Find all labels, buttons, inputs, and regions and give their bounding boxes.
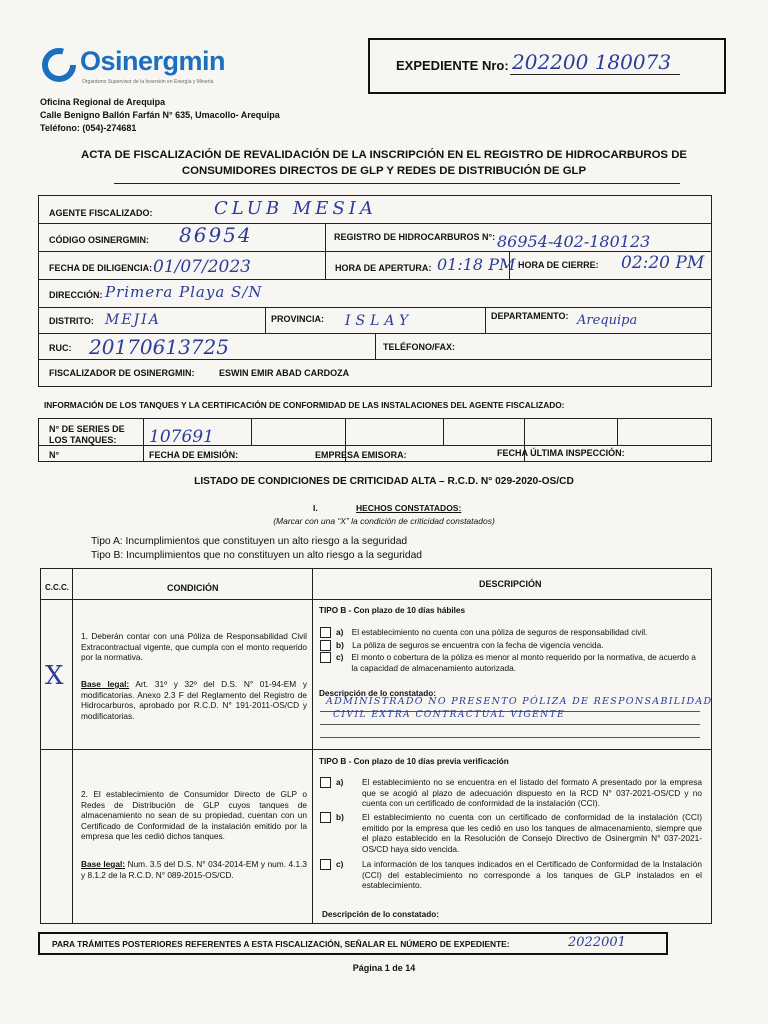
- row2-option-b-checkbox[interactable]: [320, 812, 331, 823]
- page-title: [0, 147, 768, 179]
- row2-base-label: Base legal:: [81, 859, 126, 869]
- expediente-box: [368, 38, 726, 94]
- ruc-label: RUC:: [49, 343, 72, 353]
- office-name: Oficina Regional de Arequipa: [40, 97, 166, 107]
- section-note: (Marcar con una “X” la condición de criticidad constatados): [273, 516, 495, 526]
- row2-option-b: [320, 812, 702, 854]
- row1-option-c-checkbox[interactable]: [320, 652, 331, 663]
- row2-option-c-letter: c): [336, 859, 344, 869]
- cierre-value: 02:20 PM: [621, 253, 705, 273]
- section-number: I.: [313, 503, 318, 513]
- tramites-box: [38, 932, 668, 955]
- row1-option-c-letter: c): [336, 652, 344, 662]
- expediente-value: 202200 180073: [512, 50, 672, 74]
- row2-option-c-checkbox[interactable]: [320, 859, 331, 870]
- row1-desc-value-1: ADMINISTRADO NO PRESENTO PÓLIZA DE RESPONSABILIDAD: [326, 696, 713, 707]
- row2-mark[interactable]: [45, 759, 65, 779]
- tanks-section-title: INFORMACIÓN DE LOS TANQUES Y LA CERTIFICACIÓN DE CONFORMIDAD DE LAS INSTALACIONES DEL AGENTE FISCALIZADO:: [44, 400, 565, 410]
- provincia-value: ISLAY: [345, 313, 414, 329]
- apertura-label: HORA DE APERTURA:: [335, 263, 432, 273]
- col-header-descripcion: DESCRIPCIÓN: [479, 579, 542, 589]
- logo-text: Osinergmin: [80, 46, 226, 76]
- provincia-label: PROVINCIA:: [271, 314, 325, 324]
- row2-option-a: [320, 777, 702, 809]
- fecha-value: 01/07/2023: [153, 257, 251, 277]
- row1-desc-label: Descripción de lo constatado:: [319, 689, 436, 698]
- osinergmin-logo-icon: [42, 48, 76, 82]
- row2-base-legal: [81, 859, 307, 880]
- fecha-label: FECHA DE DILIGENCIA:: [49, 263, 153, 273]
- agente-value: CLUB MESIA: [214, 198, 377, 219]
- tanks-table: [38, 418, 712, 462]
- row1-tipo: TIPO B - Con plazo de 10 días hábiles: [319, 606, 466, 615]
- title-line-1: ACTA DE FISCALIZACIÓN DE REVALIDACIÓN DE LA INSCRIPCIÓN EN EL REGISTRO DE HIDROCARBUROS DE: [80, 149, 688, 161]
- row2-option-c: [320, 859, 702, 891]
- registro-value: 86954-402-180123: [497, 232, 651, 251]
- row2-desc-label: Descripción de lo constatado:: [322, 910, 439, 919]
- codigo-value: 86954: [179, 223, 253, 247]
- row1-mark[interactable]: X: [45, 661, 64, 691]
- agent-table: [38, 195, 712, 387]
- n-label: N°: [49, 450, 60, 460]
- cierre-label: HORA DE CIERRE:: [518, 260, 599, 270]
- row1-base-legal: [81, 679, 307, 721]
- row2-option-a-letter: a): [336, 777, 344, 787]
- page-number: Página 1 de 14: [352, 963, 416, 973]
- emision-label: FECHA DE EMISIÓN:: [149, 450, 239, 460]
- row2-option-a-checkbox[interactable]: [320, 777, 331, 788]
- row1-option-c-text: El monto o cobertura de la póliza es menor al monto requerido por la normativa, de acuerdo a la capacidad de almacenamiento autorizada.: [351, 652, 696, 673]
- row2-base-text: Num. 3.5 del D.S. N° 034-2014-EM y num. 4.1.3 y 8.1.2 de la R.C.D. N° 089-2015-OS/CD.: [81, 859, 307, 880]
- logo-tagline: Organismo Supervisor de la Inversión en Energía y Minería: [82, 79, 214, 85]
- row1-option-b: [320, 640, 702, 651]
- apertura-value: 01:18 PM: [437, 255, 516, 274]
- row1-option-a: [320, 627, 702, 638]
- inspeccion-label: FECHA ÚLTIMA INSPECCIÓN:: [497, 448, 625, 458]
- agente-label: AGENTE FISCALIZADO:: [49, 208, 153, 218]
- row1-base-text: Art. 31º y 32º del D.S. N° 01-94-EM y modificatorias. Anexo 2.3 F del Reglamento del Registro de Hidrocarburos, aprobado por R.C.D. N° 191-2011-OS/CD y modificatorias.: [81, 679, 307, 721]
- fiscalizador-label: FISCALIZADOR DE OSINERGMIN:: [49, 368, 195, 378]
- col-header-ccc: C.C.C.: [45, 583, 69, 592]
- row2-option-b-text: El establecimiento no cuenta con un certificado de conformidad de la instalación (CCI) emitido por la empresa que les cedió en uso los tanques de almacenamiento, siempre que el plazo establecido en la Resolución de Consejo Directivo de Osinergmin N° 037-2021-OS/CD haya sido vencida.: [362, 812, 702, 854]
- tramites-label: PARA TRÁMITES POSTERIORES REFERENTES A ESTA FISCALIZACIÓN, SEÑALAR EL NÚMERO DE EXPEDIENTE:: [52, 939, 510, 949]
- departamento-label: DEPARTAMENTO:: [491, 311, 569, 321]
- row2-condicion: 2. El establecimiento de Consumidor Directo de GLP o Redes de Distribución de GLP cuyos tanques de almacenamiento no sean de su propiedad, cuentan con un Certificado de Conformidad de la instalación emitido por la empresa que les cedió dichos tanques.: [81, 789, 307, 842]
- ruc-value: 20170613725: [89, 335, 229, 359]
- empresa-label: EMPRESA EMISORA:: [315, 450, 407, 460]
- row2-option-a-text: El establecimiento no se encuentra en el listado del formato A presentado por la empresa que se acogió al plazo de adecuación dispuesto en la RCD N° 037-2021-OS/CD y no cuenta con un certificado de conformidad de la instalación (CCI).: [362, 777, 702, 809]
- row1-base-label: Base legal:: [81, 679, 130, 689]
- tipo-a-text: Tipo A: Incumplimientos que constituyen un alto riesgo a la seguridad: [91, 536, 408, 547]
- direccion-label: DIRECCIÓN:: [49, 290, 103, 300]
- row1-desc-value-2: CIVIL EXTRA CONTRACTUAL VIGENTE: [333, 710, 566, 720]
- office-address: Calle Benigno Ballón Farfán N° 635, Umacollo- Arequipa: [40, 110, 280, 120]
- codigo-label: CÓDIGO OSINERGMIN:: [49, 235, 150, 245]
- row1-option-b-text: La póliza de seguros se encuentra con la fecha de vigencia vencida.: [352, 640, 604, 650]
- series-label-2: LOS TANQUES:: [49, 435, 117, 445]
- row1-option-c: [320, 652, 702, 673]
- row1-option-a-letter: a): [336, 627, 344, 637]
- row1-option-b-checkbox[interactable]: [320, 640, 331, 651]
- registro-label: REGISTRO DE HIDROCARBUROS N°:: [334, 232, 496, 242]
- distrito-label: DISTRITO:: [49, 316, 94, 326]
- row2-tipo: TIPO B - Con plazo de 10 días previa verificación: [319, 757, 509, 766]
- row2-option-b-letter: b): [336, 812, 344, 822]
- departamento-value: Arequipa: [577, 313, 638, 328]
- title-line-2: CONSUMIDORES DIRECTOS DE GLP Y REDES DE DISTRIBUCIÓN DE GLP: [181, 165, 587, 177]
- tipo-b-text: Tipo B: Incumplimientos que no constituyen un alto riesgo a la seguridad: [91, 550, 423, 561]
- osinergmin-logo: [42, 46, 252, 92]
- row1-option-a-text: El establecimiento no cuenta con una póliza de seguros de responsabilidad civil.: [351, 627, 648, 637]
- series-label-1: N° DE SERIES DE: [49, 424, 125, 434]
- listado-title: LISTADO DE CONDICIONES DE CRITICIDAD ALTA – R.C.D. N° 029-2020-OS/CD: [194, 476, 574, 487]
- expediente-label: EXPEDIENTE Nro:: [396, 58, 509, 73]
- tramites-value: 2022001: [568, 935, 626, 950]
- series-value: 107691: [149, 427, 214, 447]
- conditions-table: [40, 568, 712, 924]
- section-title: HECHOS CONSTATADOS:: [356, 503, 462, 513]
- telefono-label: TELÉFONO/FAX:: [383, 342, 455, 352]
- office-phone: Teléfono: (054)-274681: [40, 123, 137, 133]
- col-header-condicion: CONDICIÓN: [167, 583, 219, 593]
- row2-option-c-text: La información de los tanques indicados en el Certificado de Conformidad de la Instalación (CCI) del establecimiento no corresponde a los tanques de GLP instalados en el establecimiento.: [362, 859, 702, 891]
- row1-condicion: 1. Deberán contar con una Póliza de Responsabilidad Civil Extracontractual vigente, que cumpla con el monto requerido por la normativa.: [81, 631, 307, 663]
- fiscalizador-value: ESWIN EMIR ABAD CARDOZA: [219, 368, 350, 378]
- distrito-value: MEJIA: [105, 312, 161, 328]
- row1-option-b-letter: b): [336, 640, 344, 650]
- row1-option-a-checkbox[interactable]: [320, 627, 331, 638]
- direccion-value: Primera Playa S/N: [105, 283, 263, 301]
